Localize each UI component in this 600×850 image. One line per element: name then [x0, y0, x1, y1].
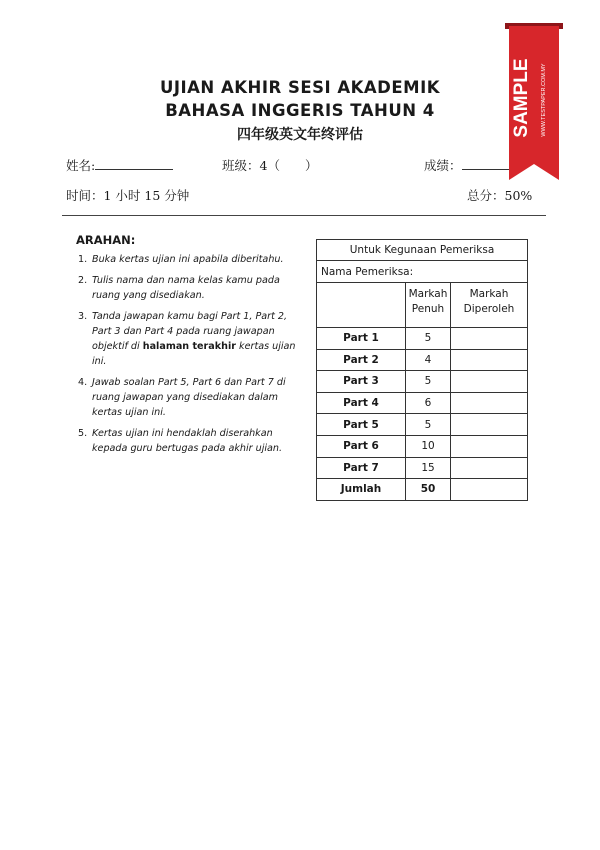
full-mark: 5: [406, 371, 451, 393]
marks-table-header: [317, 283, 528, 328]
column-header-obtained: Markah Diperoleh: [451, 283, 528, 328]
obtained-mark-cell: [451, 414, 528, 436]
class-label: 班级：4（ ）: [222, 158, 318, 173]
total-obtained-cell: [451, 479, 528, 501]
instruction-emphasis: halaman terakhir: [142, 341, 236, 352]
part-label: Part 4: [317, 392, 406, 414]
total-label: 总分：50%: [467, 188, 533, 203]
full-mark: 10: [406, 435, 451, 457]
instruction-item: 2. Tulis nama dan nama kelas kamu pada ruang yang disediakan.: [78, 275, 280, 301]
part-label: Part 5: [317, 414, 406, 436]
table-row: [317, 371, 528, 393]
header-empty-cell: [317, 283, 406, 328]
examiner-marks-table: [316, 239, 528, 501]
obtained-mark-cell: [451, 328, 528, 350]
instructions-list: [78, 252, 300, 462]
instruction-item: 4. Jawab soalan Part 5, Part 6 dan Part 7 di ruang jawapan yang disediakan dalam kertas ujian ini.: [78, 377, 286, 418]
obtained-mark-cell: [451, 349, 528, 371]
table-row: [317, 414, 528, 436]
table-row-total: [317, 479, 528, 501]
full-mark: 6: [406, 392, 451, 414]
grade-field: [424, 156, 512, 174]
sample-watermark-ribbon: [505, 20, 563, 182]
obtained-mark-cell: [451, 435, 528, 457]
exam-title-chinese: 四年级英文年终评估: [237, 127, 363, 143]
sample-label: SAMPLE: [511, 58, 532, 138]
name-field: [66, 156, 173, 174]
obtained-mark-cell: [451, 457, 528, 479]
marks-table-title: Untuk Kegunaan Pemeriksa: [317, 240, 528, 261]
part-label: Part 1: [317, 328, 406, 350]
obtained-mark-cell: [451, 371, 528, 393]
instruction-item: 3. Tanda jawapan kamu bagi Part 1, Part 2, Part 3 dan Part 4 pada ruang jawapan objektif di halaman terakhir kertas ujian ini.: [78, 311, 296, 367]
instruction-item: 5. Kertas ujian ini hendaklah diserahkan kepada guru bertugas pada akhir ujian.: [78, 428, 283, 454]
instruction-item: 1. Buka kertas ujian ini apabila diberitahu.: [78, 254, 284, 265]
part-label: Part 3: [317, 371, 406, 393]
full-mark: 5: [406, 414, 451, 436]
header-divider: [62, 215, 546, 216]
table-row: [317, 435, 528, 457]
exam-subject: BAHASA INGGERIS TAHUN 4: [165, 101, 435, 120]
table-row: [317, 328, 528, 350]
table-row: [317, 392, 528, 414]
exam-title: UJIAN AKHIR SESI AKADEMIK: [159, 78, 440, 97]
sample-site: WWW.TESTPAPER.COM.MY: [541, 63, 547, 137]
full-mark: 15: [406, 457, 451, 479]
name-label: 姓名:: [66, 158, 96, 173]
part-label: Part 2: [317, 349, 406, 371]
grade-label: 成绩：: [424, 158, 462, 173]
column-header-full: Markah Penuh: [406, 283, 451, 328]
obtained-mark-cell: [451, 392, 528, 414]
instructions-heading: ARAHAN:: [76, 233, 136, 247]
part-label: Part 7: [317, 457, 406, 479]
table-row: [317, 457, 528, 479]
time-label: 时间：1 小时 15 分钟: [66, 188, 190, 203]
part-label: Part 6: [317, 435, 406, 457]
full-mark: 5: [406, 328, 451, 350]
table-row: [317, 349, 528, 371]
full-mark: 4: [406, 349, 451, 371]
total-label: Jumlah: [317, 479, 406, 501]
name-blank: [95, 157, 173, 170]
examiner-name-label: Nama Pemeriksa:: [317, 261, 528, 283]
total-full-mark: 50: [406, 479, 451, 501]
